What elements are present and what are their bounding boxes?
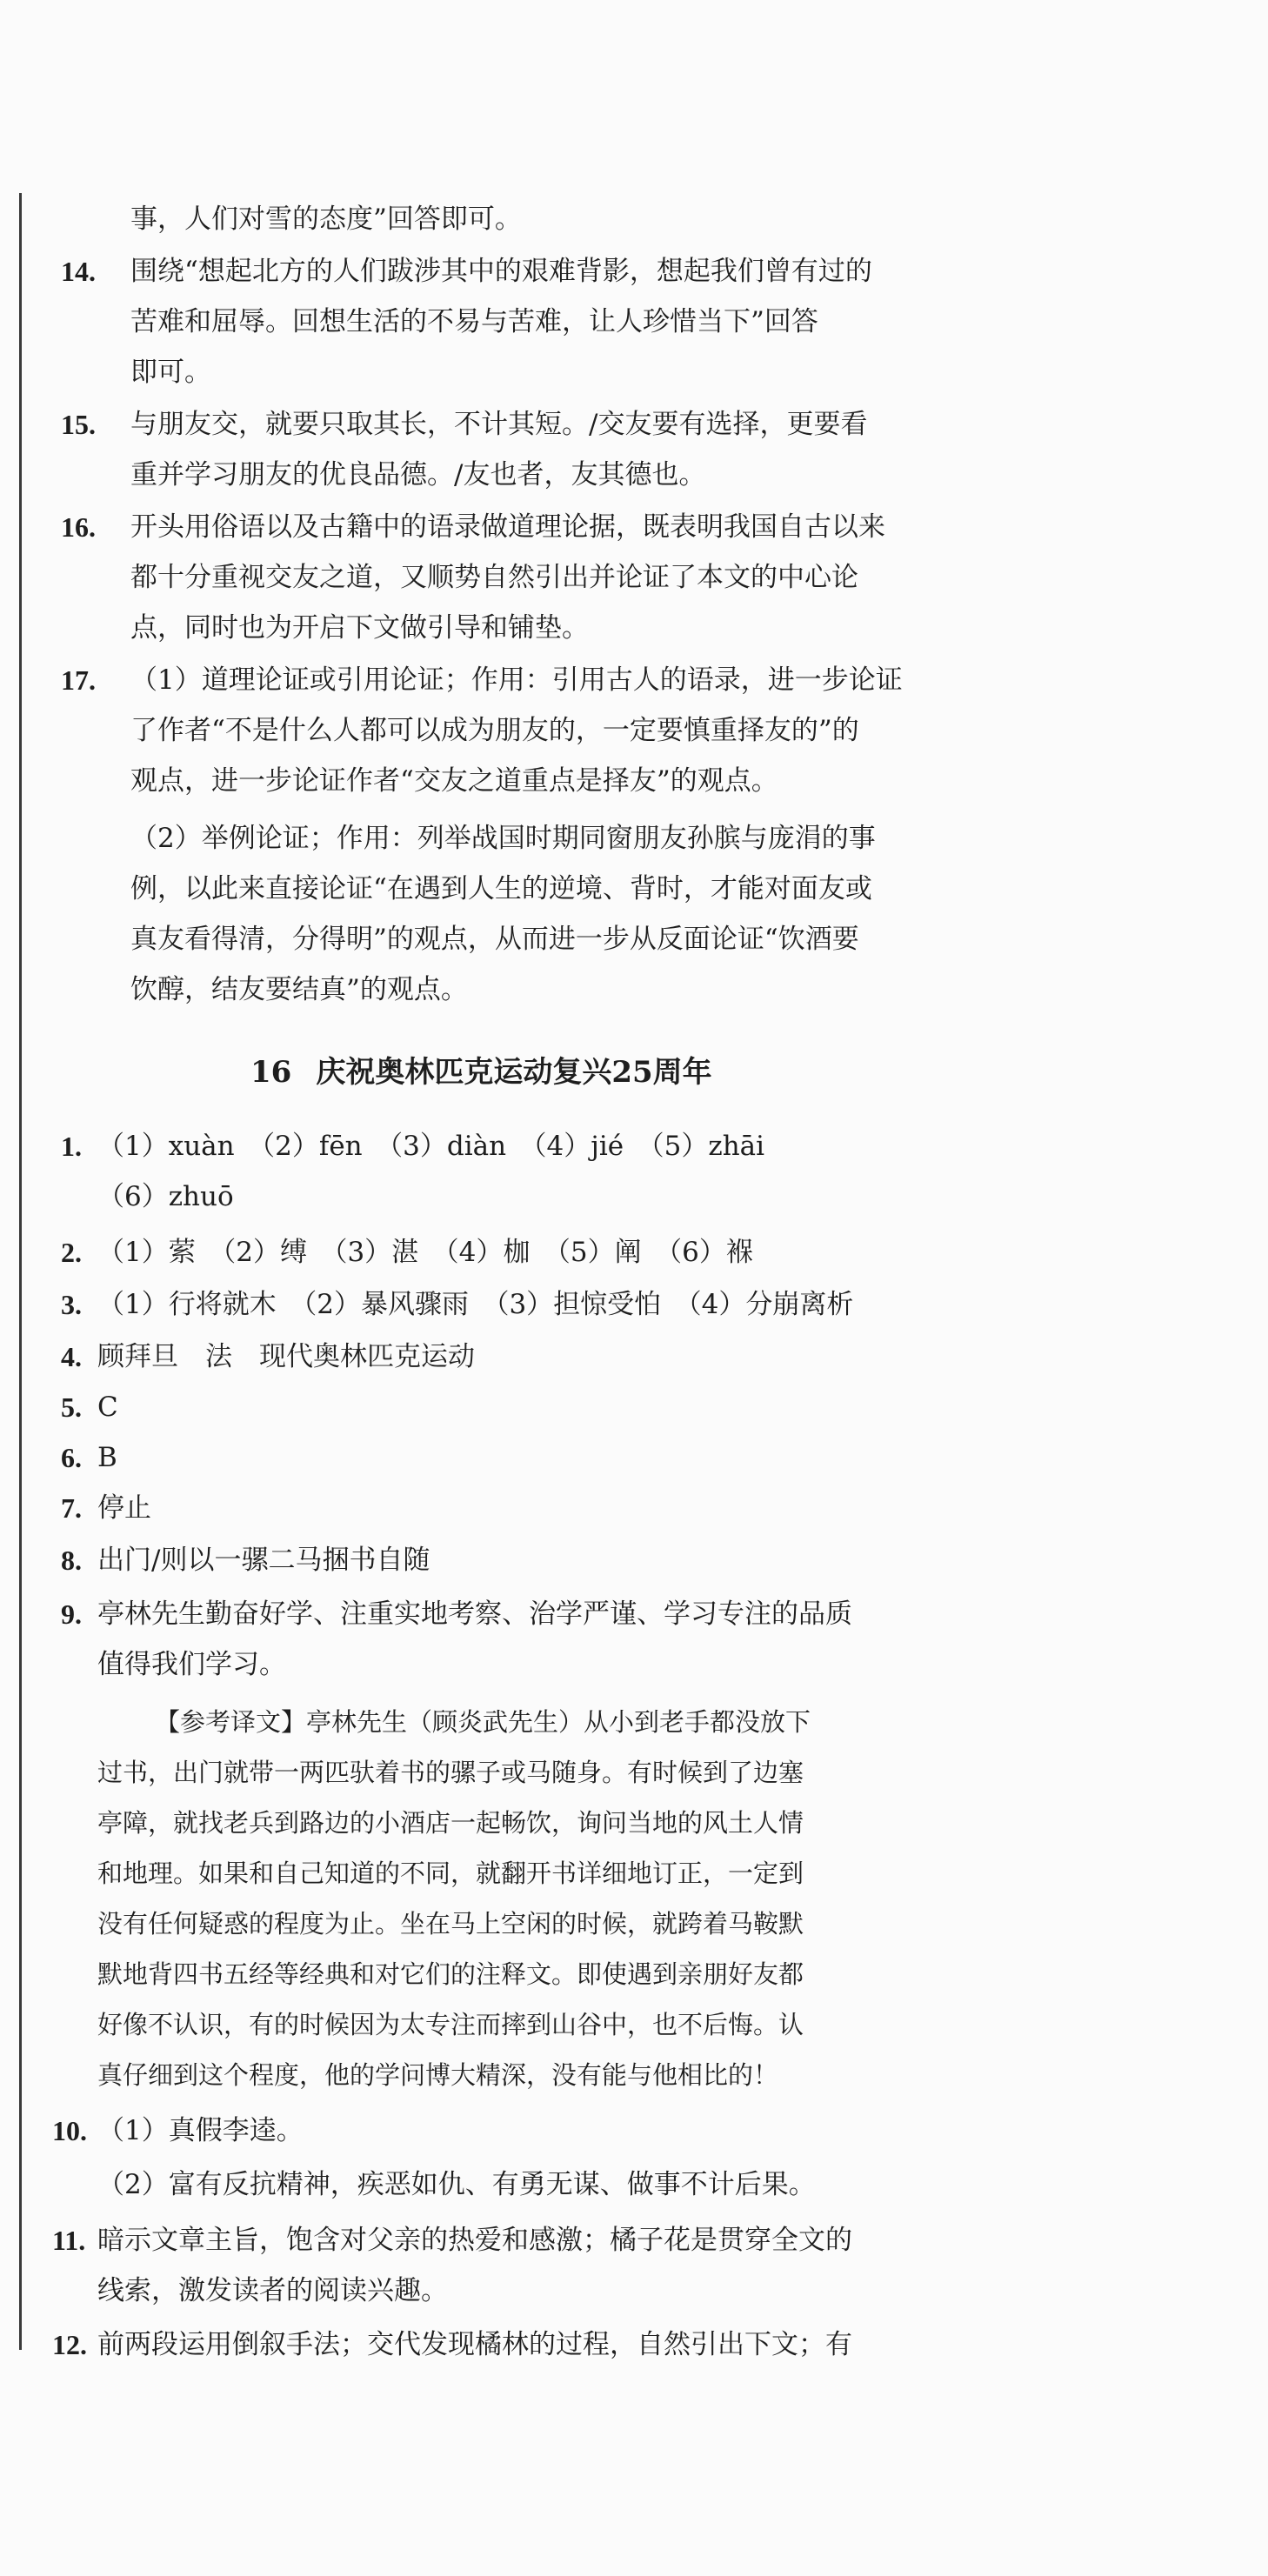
answer-6: B [97,1442,117,1473]
answer-5: C [97,1391,118,1423]
translation-line-3: 亭障，就找老兵到路边的小酒店一起畅饮，询问当地的风土人情 [97,1808,804,1838]
question-number-5: 5. [61,1391,82,1423]
question-number-10: 10. [52,2115,87,2146]
question-number-2: 2. [61,1237,82,1268]
section-title-text: 庆祝奥林匹克运动复兴25周年 [316,1055,712,1090]
question-number-8: 8. [61,1545,82,1576]
answer-15-line-1: 与朋友交，就要只取其长，不计其短。/交友要有选择，更要看 [130,409,868,440]
question-number-17: 17. [61,664,96,696]
answer-16-line-2: 都十分重视交友之道，又顺势自然引出并论证了本文的中心论 [130,562,858,593]
question-number-14: 14. [61,256,96,287]
answer-14-line-2: 苦难和屈辱。回想生活的不易与苦难，让人珍惜当下”回答 [130,306,818,337]
answer-9-line-1: 亭林先生勤奋好学、注重实地考察、治学严谨、学习专注的品质 [97,1598,852,1630]
question-number-6: 6. [61,1442,82,1473]
answer-1-line-1: （1）xuàn （2）fēn （3）diàn （4）jié （5）zhāi [97,1131,765,1162]
answer-8: 出门/则以一骡二马捆书自随 [97,1545,430,1576]
answer-10-line-2: （2）富有反抗精神，疾恶如仇、有勇无谋、做事不计后果。 [97,2169,816,2200]
translation-line-8: 真仔细到这个程度，他的学问博大精深，没有能与他相比的！ [97,2060,779,2090]
answer-14-line-3: 即可。 [130,357,211,388]
question-number-4: 4. [61,1341,82,1372]
translation-line-5: 没有任何疑惑的程度为止。坐在马上空闲的时候，就跨着马鞍默 [97,1909,804,1939]
translation-line-1: 【参考译文】亭林先生（顾炎武先生）从小到老手都没放下 [155,1707,811,1737]
answer-11-line-2: 线索，激发读者的阅读兴趣。 [97,2275,448,2306]
question-number-11: 11. [52,2225,86,2256]
translation-line-7: 好像不认识，有的时候因为太专注而摔到山谷中，也不后悔。认 [97,2010,804,2039]
answer-17-line-1: （1）道理论证或引用论证；作用：引用古人的语录，进一步论证 [130,664,903,696]
question-number-15: 15. [61,409,96,440]
translation-line-2: 过书，出门就带一两匹驮着书的骡子或马随身。有时候到了边塞 [97,1758,804,1787]
answer-1-line-2: （6）zhuō [97,1181,234,1212]
section-title [250,1052,712,1092]
question-number-9: 9. [61,1598,82,1630]
answer-10-line-1: （1）真假李逵。 [97,2115,304,2146]
section-number: 16 [250,1055,292,1090]
answer-17-line-4: （2）举例论证；作用：列举战国时期同窗朋友孙膑与庞涓的事 [130,823,876,854]
answer-16-line-3: 点，同时也为开启下文做引导和铺垫。 [130,612,589,644]
question-number-7: 7. [61,1492,82,1524]
answer-17-line-3: 观点，进一步论证作者“交友之道重点是择友”的观点。 [130,765,778,797]
answer-15-line-2: 重并学习朋友的优良品德。/友也者，友其德也。 [130,459,706,491]
answer-9-line-2: 值得我们学习。 [97,1649,286,1680]
translation-line-6: 默地背四书五经等经典和对它们的注释文。即使遇到亲朋好友都 [97,1959,804,1989]
answer-3: （1）行将就木 （2）暴风骤雨 （3）担惊受怕 （4）分崩离析 [97,1289,854,1320]
answer-17-line-6: 真友看得清，分得明”的观点，从而进一步从反面论证“饮酒要 [130,924,859,955]
answer-14-line-1: 围绕“想起北方的人们跋涉其中的艰难背影，想起我们曾有过的 [130,256,872,287]
answer-17-line-7: 饮醇，结友要结真”的观点。 [130,974,468,1005]
answer-11-line-1: 暗示文章主旨，饱含对父亲的热爱和感激；橘子花是贯穿全文的 [97,2225,852,2256]
answer-17-line-5: 例，以此来直接论证“在遇到人生的逆境、背时，才能对面友或 [130,873,872,904]
question-number-3: 3. [61,1289,82,1320]
binding-margin-line [19,193,22,2350]
answer-13-continuation: 事，人们对雪的态度”回答即可。 [130,204,522,235]
answer-4: 顾拜旦 法 现代奥林匹克运动 [97,1341,475,1372]
translation-line-4: 和地理。如果和自己知道的不同，就翻开书详细地订正，一定到 [97,1859,804,1888]
answer-16-line-1: 开头用俗语以及古籍中的语录做道理论据，既表明我国自古以来 [130,511,885,543]
answer-2: （1）萦 （2）缚 （3）湛 （4）枷 （5）阐 （6）褓 [97,1237,753,1268]
answer-12-line-1: 前两段运用倒叙手法；交代发现橘林的过程，自然引出下文；有 [97,2329,852,2360]
answer-17-line-2: 了作者“不是什么人都可以成为朋友的，一定要慎重择友的”的 [130,715,859,746]
question-number-1: 1. [61,1131,82,1162]
answer-7: 停止 [97,1492,151,1524]
question-number-16: 16. [61,511,96,543]
question-number-12: 12. [52,2329,87,2360]
